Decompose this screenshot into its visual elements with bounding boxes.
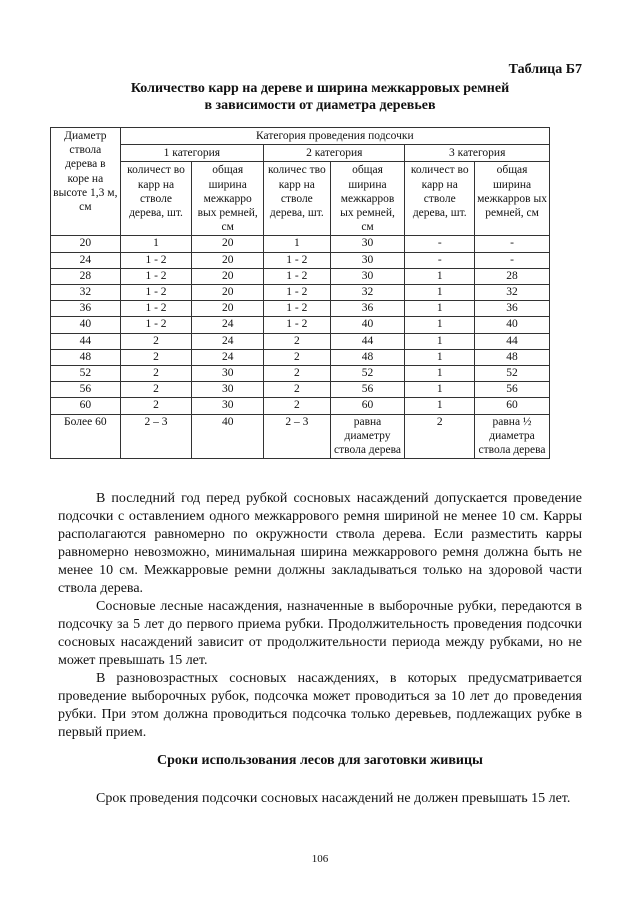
final-paragraph-text: Срок проведения подсочки сосновых насаждений не должен превышать 15 лет.	[96, 791, 571, 806]
table-cell: 2	[405, 414, 475, 459]
table-row	[51, 317, 550, 333]
table-cell: 20	[192, 301, 264, 317]
table-cell: 36	[51, 301, 121, 317]
table-cell: 32	[330, 285, 405, 301]
table-cell: 32	[475, 285, 550, 301]
table-cell: равна ½ диаметра ствола дерева	[475, 414, 550, 459]
table-cell: 1 - 2	[264, 317, 331, 333]
table-row	[51, 236, 550, 252]
table-body	[51, 236, 550, 459]
table-cell: 32	[51, 285, 121, 301]
table-cell: Более 60	[51, 414, 121, 459]
table-cell: 1	[405, 333, 475, 349]
table-cell: 28	[475, 268, 550, 284]
table-cell: 1	[405, 382, 475, 398]
page-number: 106	[311, 853, 329, 865]
table-cell: 30	[330, 252, 405, 268]
table-title-line-1: Количество карр на дереве и ширина межкарровых ремней	[130, 81, 510, 96]
table-cell: 2	[264, 398, 331, 414]
table-cell: равна диаметру ствола дерева	[330, 414, 405, 459]
table-cell: -	[405, 252, 475, 268]
category-header: Категория проведения подсочки	[120, 128, 549, 145]
sub-header-cat1-count: количест во карр на стволе дерева, шт.	[120, 162, 192, 236]
table-cell: 20	[51, 236, 121, 252]
table-cell: -	[475, 236, 550, 252]
table-cell: 44	[51, 333, 121, 349]
table-cell: 52	[475, 366, 550, 382]
table-row	[51, 366, 550, 382]
table-cell: 44	[330, 333, 405, 349]
table-cell: 1	[120, 236, 192, 252]
table-cell: 2	[264, 349, 331, 365]
table-cell: 2 – 3	[264, 414, 331, 459]
table-cell: 30	[192, 382, 264, 398]
table-cell: 1	[405, 366, 475, 382]
table-cell: 30	[330, 268, 405, 284]
table-cell: 24	[192, 349, 264, 365]
table-cell: 1 - 2	[120, 252, 192, 268]
table-cell: 2	[120, 398, 192, 414]
sub-header-cat2-count: количес тво карр на стволе дерева, шт.	[264, 162, 331, 236]
table-cell: 1 - 2	[120, 301, 192, 317]
table-cell: 56	[51, 382, 121, 398]
table-cell: 2	[264, 366, 331, 382]
table-cell: 1	[405, 285, 475, 301]
table-cell: 24	[192, 333, 264, 349]
table-cell: 24	[51, 252, 121, 268]
table-cell: 1	[405, 317, 475, 333]
table-cell: 30	[192, 398, 264, 414]
category-3-header: 3 категория	[405, 145, 550, 162]
table-cell: 44	[475, 333, 550, 349]
diameter-header: Диаметр ствола дерева в коре на высоте 1,3 м, см	[51, 128, 121, 236]
paragraph-2-text: Сосновые лесные насаждения, назначенные в выборочные рубки, передаются в подсочку за 5 лет до первого приема рубки. Продолжительность проведения подсочки сосновых насаждений зависит от продолжительности периода между рубками, но не может превышать 15 лет.	[58, 599, 582, 668]
sub-header-cat3-count: количест во карр на стволе дерева, шт.	[405, 162, 475, 236]
paragraph-3	[58, 670, 582, 742]
table-cell: 2	[120, 333, 192, 349]
sub-header-cat3-width: общая ширина межкарров ых ремней, см	[475, 162, 550, 236]
category-1-header: 1 категория	[120, 145, 263, 162]
table-cell: 1	[405, 349, 475, 365]
table-cell: 28	[51, 268, 121, 284]
table-cell: 60	[330, 398, 405, 414]
table-cell: 20	[192, 252, 264, 268]
table-cell: 2	[120, 349, 192, 365]
table-cell: 1	[405, 268, 475, 284]
table-cell: 40	[475, 317, 550, 333]
table-cell: 2	[264, 333, 331, 349]
table-cell: 1 - 2	[120, 285, 192, 301]
table-cell: 56	[475, 382, 550, 398]
table-cell: 40	[330, 317, 405, 333]
table-cell: 1 - 2	[264, 252, 331, 268]
table-cell: 2	[120, 382, 192, 398]
table-row	[51, 398, 550, 414]
table-cell: -	[475, 252, 550, 268]
table-cell: 56	[330, 382, 405, 398]
table-cell: 52	[51, 366, 121, 382]
table-label: Таблица Б7	[508, 62, 582, 77]
table-row	[51, 301, 550, 317]
table-cell: 36	[475, 301, 550, 317]
table-cell: 1	[264, 236, 331, 252]
table-cell: 1 - 2	[120, 268, 192, 284]
table-cell: 2	[264, 382, 331, 398]
table-cell: 60	[51, 398, 121, 414]
table-cell: 1	[405, 398, 475, 414]
table-row	[51, 414, 550, 459]
paragraph-3-text: В разновозрастных сосновых насаждениях, в которых предусматривается проведение выборочных рубок, подсочка может проводиться за 10 лет до проведения рубки. При этом должна проводиться подсочка только деревьев, подлежащих рубке в первый прием.	[58, 671, 582, 740]
table-row	[51, 333, 550, 349]
table-cell: 40	[51, 317, 121, 333]
table-cell: 1	[405, 301, 475, 317]
table-cell: 1 - 2	[264, 285, 331, 301]
section-title: Сроки использования лесов для заготовки живицы	[157, 753, 483, 768]
table-title-line-2: в зависимости от диаметра деревьев	[204, 98, 436, 113]
paragraph-2	[58, 598, 582, 670]
table-row	[51, 268, 550, 284]
table-cell: 48	[51, 349, 121, 365]
table-row	[51, 382, 550, 398]
table-cell: 1 - 2	[264, 301, 331, 317]
table-row	[51, 252, 550, 268]
table-cell: 20	[192, 268, 264, 284]
paragraph-1-text: В последний год перед рубкой сосновых насаждений допускается проведение подсочки с оставлением одного межкаррового ремня шириной не менее 10 см. Карры располагаются равномерно по окружности ствола дерева. Если разместить карры равномерно невозможно, минимальная ширина межкаррового ремня должна быть не менее 10 см. Межкарровые ремни должны закладываться только на здоровой части ствола дерева.	[58, 491, 582, 596]
table-cell: 2	[120, 366, 192, 382]
table-cell: 40	[192, 414, 264, 459]
table-cell: 30	[330, 236, 405, 252]
table-cell: 36	[330, 301, 405, 317]
final-paragraph	[58, 790, 582, 808]
table-cell: 48	[475, 349, 550, 365]
data-table	[50, 127, 550, 459]
paragraph-1	[58, 490, 582, 598]
table-cell: 1 - 2	[264, 268, 331, 284]
table-row	[51, 285, 550, 301]
table-cell: 24	[192, 317, 264, 333]
table-cell: 20	[192, 285, 264, 301]
table-row	[51, 349, 550, 365]
table-cell: 30	[192, 366, 264, 382]
table-cell: 52	[330, 366, 405, 382]
table-cell: 2 – 3	[120, 414, 192, 459]
table-cell: 60	[475, 398, 550, 414]
sub-header-cat1-width: общая ширина межкарро вых ремней, см	[192, 162, 264, 236]
sub-header-cat2-width: общая ширина межкарров ых ремней, см	[330, 162, 405, 236]
table-cell: 48	[330, 349, 405, 365]
table-cell: 20	[192, 236, 264, 252]
table-cell: 1 - 2	[120, 317, 192, 333]
table-cell: -	[405, 236, 475, 252]
category-2-header: 2 категория	[264, 145, 405, 162]
